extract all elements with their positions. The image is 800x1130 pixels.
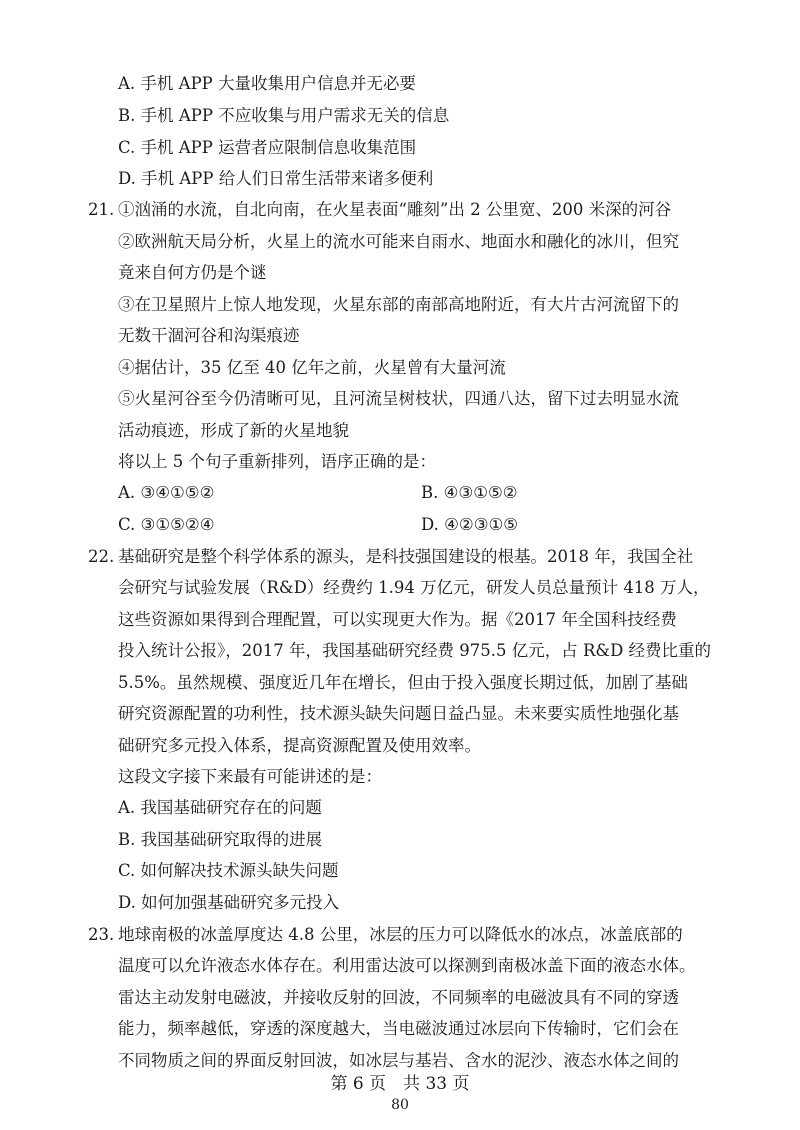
- page-footer-label: 第 6 页 共 33 页: [330, 1074, 470, 1094]
- q22-option-a: A. 我国基础研究存在的问题: [118, 798, 322, 817]
- q22-line-6: 研究资源配置的功利性，技术源头缺失问题日益凸显。未来要实质性地强化基: [118, 704, 679, 723]
- q22-prompt: 这段文字接下来最有可能讲述的是：: [118, 767, 382, 786]
- q23-line-3: 雷达主动发射电磁波，并接收反射的回波，不同频率的电磁波具有不同的穿透: [118, 988, 679, 1007]
- q23-line-4: 能力，频率越低，穿透的深度越大，当电磁波通过冰层向下传输时，它们会在: [118, 1019, 679, 1038]
- q21-prompt: 将以上 5 个句子重新排列，语序正确的是：: [118, 452, 436, 471]
- q21-line-5: 无数干涸河谷和沟渠痕迹: [118, 326, 300, 345]
- q21-option-c: C. ③①⑤②④: [118, 515, 215, 534]
- q22-line-7: 础研究多元投入体系，提高资源配置及使用效率。: [118, 736, 481, 755]
- q20-option-b: B. 手机 APP 不应收集与用户需求无关的信息: [118, 106, 450, 125]
- q21-line-1: ①汹涌的水流，自北向南，在火星表面“雕刻”出 2 公里宽、200 米深的河谷: [118, 200, 672, 219]
- q22-line-5: 5.5%。虽然规模、强度近几年在增长，但由于投入强度长期过低，加剧了基础: [118, 673, 688, 692]
- q21-line-4: ③在卫星照片上惊人地发现，火星东部的南部高地附近，有大片古河流留下的: [118, 295, 679, 314]
- q22-option-b: B. 我国基础研究取得的进展: [118, 830, 323, 849]
- q21-number: 21.: [88, 200, 115, 219]
- q20-option-a: A. 手机 APP 大量收集用户信息并无必要: [118, 74, 417, 93]
- q20-option-d: D. 手机 APP 给人们日常生活带来诸多便利: [118, 169, 434, 188]
- q22-line-1: 基础研究是整个科学体系的源头，是科技强国建设的根基。2018 年，我国全社: [118, 547, 694, 566]
- q23-line-1: 地球南极的冰盖厚度达 4.8 公里，冰层的压力可以降低水的冰点，冰盖底部的: [118, 925, 683, 944]
- q21-line-8: 活动痕迹，形成了新的火星地貌: [118, 421, 349, 440]
- q22-line-4: 投入统计公报》，2017 年，我国基础研究经费 975.5 亿元，占 R&D 经费比重的: [118, 641, 712, 660]
- q22-option-c: C. 如何解决技术源头缺失问题: [118, 861, 339, 880]
- q21-option-d: D. ④②③①⑤: [421, 515, 519, 534]
- q22-option-d: D. 如何加强基础研究多元投入: [118, 893, 340, 912]
- q21-line-6: ④据估计，35 亿至 40 亿年之前，火星曾有大量河流: [118, 358, 506, 377]
- q21-line-7: ⑤火星河谷至今仍清晰可见，且河流呈树枝状，四通八达，留下过去明显水流: [118, 389, 679, 408]
- q22-line-2: 会研究与试验发展（R&D）经费约 1.94 万亿元，研发人员总量预计 418 万人，: [118, 578, 710, 597]
- q20-option-c: C. 手机 APP 运营者应限制信息收集范围: [118, 138, 417, 157]
- page-number: 80: [391, 1097, 409, 1113]
- q21-line-3: 竟来自何方仍是个谜: [118, 263, 267, 282]
- q21-line-2: ②欧洲航天局分析，火星上的流水可能来自雨水、地面水和融化的冰川，但究: [118, 232, 679, 251]
- q21-option-a: A. ③④①⑤②: [118, 483, 215, 502]
- q21-option-b: B. ④③①⑤②: [421, 483, 518, 502]
- q23-line-2: 温度可以允许液态水体存在。利用雷达波可以探测到南极冰盖下面的液态水体。: [118, 956, 696, 975]
- q22-number: 22.: [88, 547, 115, 566]
- q22-line-3: 这些资源如果得到合理配置，可以实现更大作为。据《2017 年全国科技经费: [118, 610, 677, 629]
- q23-number: 23.: [88, 925, 115, 944]
- q23-line-5: 不同物质之间的界面反射回波，如冰层与基岩、含水的泥沙、液态水体之间的: [118, 1051, 679, 1070]
